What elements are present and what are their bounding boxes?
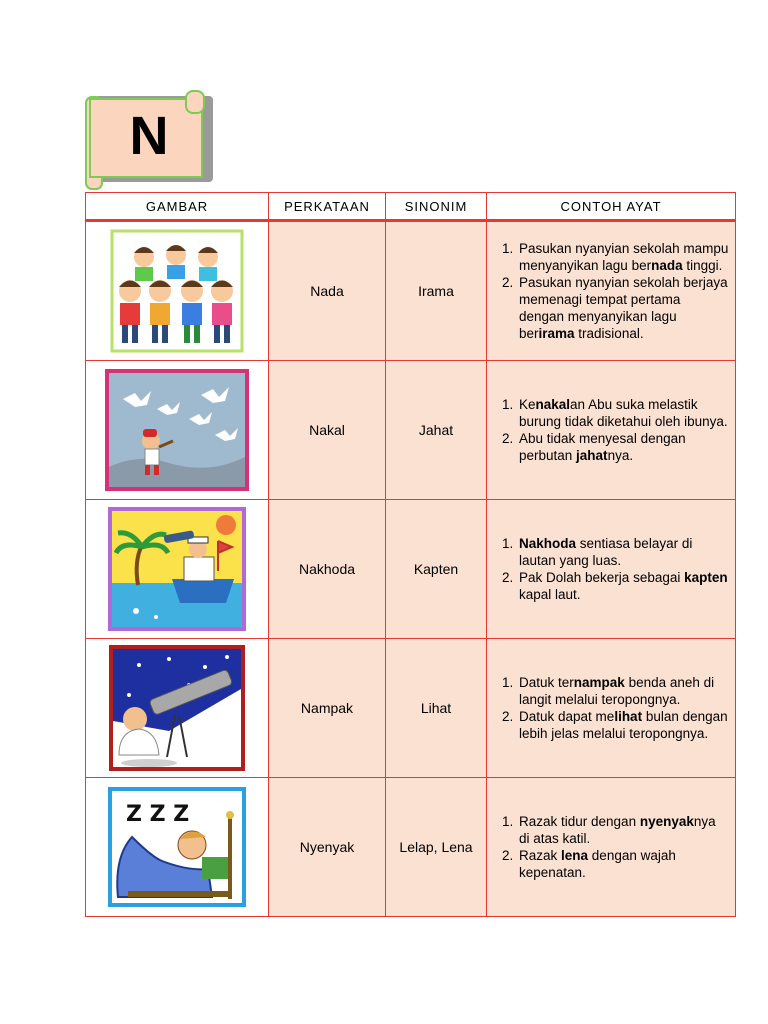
table-row bbox=[86, 639, 736, 778]
picture-cell bbox=[86, 361, 269, 500]
contoh-ayat-cell bbox=[487, 221, 736, 361]
keyword: lena bbox=[561, 848, 589, 863]
table-row bbox=[86, 361, 736, 500]
sentence-text: Datuk dapat me bbox=[519, 709, 615, 724]
example-sentence bbox=[517, 535, 729, 569]
sentence-list bbox=[491, 240, 729, 342]
picture-cell bbox=[86, 778, 269, 917]
contoh-ayat-cell bbox=[487, 778, 736, 917]
contoh-ayat-cell bbox=[487, 639, 736, 778]
title-scroll bbox=[85, 90, 215, 188]
example-sentence bbox=[517, 430, 729, 464]
example-sentence bbox=[517, 708, 729, 742]
contoh-ayat-cell bbox=[487, 500, 736, 639]
sinonim-cell: Lihat bbox=[386, 639, 487, 778]
title-letter: N bbox=[129, 106, 169, 166]
table-row bbox=[86, 221, 736, 361]
header-contoh-ayat: CONTOH AYAT bbox=[487, 193, 736, 221]
perkataan-cell: Nakal bbox=[269, 361, 386, 500]
contoh-ayat-cell bbox=[487, 361, 736, 500]
keyword: Nakhoda bbox=[519, 536, 577, 551]
table-row bbox=[86, 778, 736, 917]
svg-text:Z Z Z: Z Z Z bbox=[126, 802, 190, 827]
sentence-text: Razak tidur dengan bbox=[519, 814, 640, 829]
example-sentence bbox=[517, 847, 729, 881]
sentence-list bbox=[491, 813, 729, 881]
sentence-list bbox=[491, 535, 729, 603]
keyword: jahat bbox=[576, 448, 608, 463]
sentence-text: Pak Dolah bekerja sebagai bbox=[519, 570, 685, 585]
sentence-text: dengan wajah kepenatan. bbox=[519, 848, 676, 880]
sentence-text: nya. bbox=[607, 448, 634, 463]
sentence-text: bulan dengan lebih jelas melalui teropongnya. bbox=[519, 709, 728, 741]
example-sentence bbox=[517, 396, 729, 430]
keyword: irama bbox=[538, 326, 575, 341]
perkataan-cell: Nakhoda bbox=[269, 500, 386, 639]
keyword: nakal bbox=[535, 397, 571, 412]
header-row bbox=[86, 193, 736, 221]
keyword: nyenyak bbox=[639, 814, 694, 829]
example-sentence bbox=[517, 240, 729, 274]
example-sentence bbox=[517, 813, 729, 847]
sentence-text: Abu tidak menyesal dengan perbutan bbox=[519, 431, 686, 463]
header-perkataan: PERKATAAN bbox=[269, 193, 386, 221]
example-sentence bbox=[517, 569, 729, 603]
sentence-text: tinggi. bbox=[682, 258, 723, 273]
keyword: nampak bbox=[573, 675, 625, 690]
sentence-text: tradisional. bbox=[574, 326, 644, 341]
sinonim-cell: Jahat bbox=[386, 361, 487, 500]
vocabulary-table bbox=[85, 192, 736, 917]
sentence-text: nya di atas katil. bbox=[519, 814, 716, 846]
picture-cell bbox=[86, 639, 269, 778]
example-sentence bbox=[517, 274, 729, 342]
sentence-text: Pasukan nyanyian sekolah berjaya memenagi tempat pertama dengan menyanyikan lagu ber bbox=[519, 275, 728, 341]
example-sentence bbox=[517, 674, 729, 708]
sentence-text: benda aneh di langit melalui teropongnya. bbox=[519, 675, 715, 707]
choir-children-illustration bbox=[110, 229, 244, 353]
table-row bbox=[86, 500, 736, 639]
sentence-text: Razak bbox=[519, 848, 562, 863]
header-gambar: GAMBAR bbox=[86, 193, 269, 221]
sentence-text: kapal laut. bbox=[519, 587, 581, 602]
sentence-text: Datuk ter bbox=[519, 675, 574, 690]
perkataan-cell: Nampak bbox=[269, 639, 386, 778]
keyword: nada bbox=[651, 258, 683, 273]
boy-slingshot-birds-illustration bbox=[105, 369, 249, 491]
sentence-text: Ke bbox=[519, 397, 536, 412]
sinonim-cell: Kapten bbox=[386, 500, 487, 639]
keyword: kapten bbox=[684, 570, 728, 585]
man-telescope-night-sky-illustration bbox=[109, 645, 245, 771]
sleeping-man-bed-illustration bbox=[108, 787, 246, 907]
sentence-list bbox=[491, 396, 729, 464]
keyword: lihat bbox=[614, 709, 643, 724]
picture-cell bbox=[86, 500, 269, 639]
sentence-list bbox=[491, 674, 729, 742]
picture-cell bbox=[86, 221, 269, 361]
perkataan-cell: Nada bbox=[269, 221, 386, 361]
header-sinonim: SINONIM bbox=[386, 193, 487, 221]
sinonim-cell: Irama bbox=[386, 221, 487, 361]
sinonim-cell: Lelap, Lena bbox=[386, 778, 487, 917]
sentence-text: sentiasa belayar di lautan yang luas. bbox=[519, 536, 693, 568]
sentence-text: an Abu suka melastik burung tidak diketahui oleh ibunya. bbox=[519, 397, 728, 429]
perkataan-cell: Nyenyak bbox=[269, 778, 386, 917]
sentence-text: Pasukan nyanyian sekolah mampu menyanyikan lagu ber bbox=[519, 241, 729, 273]
captain-ship-telescope-illustration bbox=[108, 507, 246, 631]
